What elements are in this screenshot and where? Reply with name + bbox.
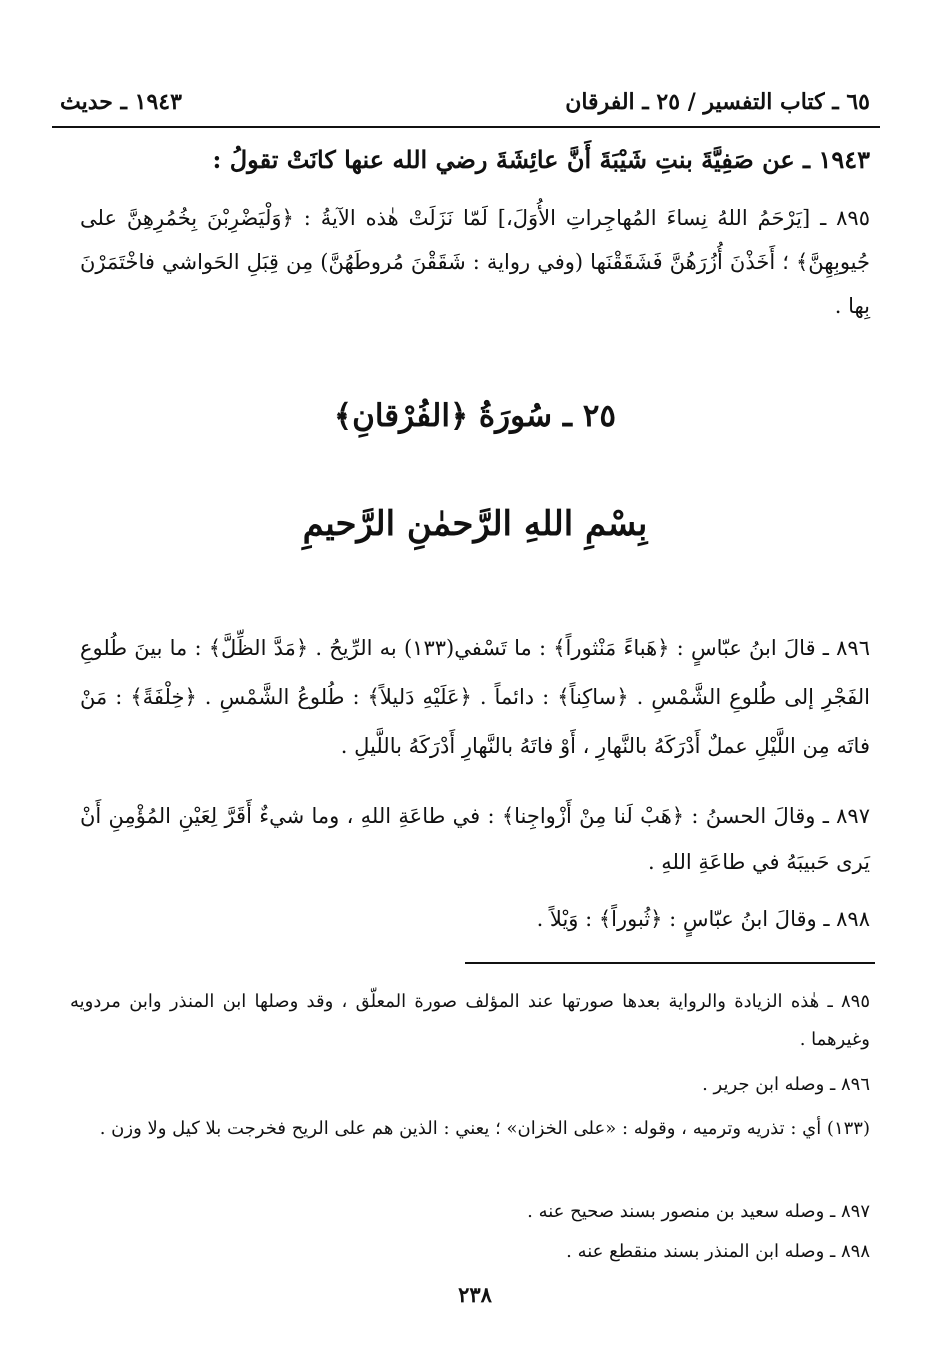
- basmala: بِسْمِ اللهِ الرَّحمٰنِ الرَّحيمِ: [302, 504, 648, 544]
- surah-heading: ٢٥ ـ سُورَةُ ﴿الفُرْقانِ﴾: [333, 398, 617, 434]
- footnote-133: (١٣٣) أي : تذريه وترميه ، وقوله : «على الخزان» ؛ يعني : الذين هم على الريح فخرجت بلا كيل ولا وزن .: [99, 1118, 870, 1139]
- hadith-text: ٨٩٥ ـ [يَرْحَمُ اللهُ نِساءَ المُهاجِراتِ الأُوَلَ،] لَمّا نَزَلَتْ هٰذه الآيةُ : ﴿وَلْيَضْرِبْنَ بِخُمُرِهِنَّ على جُيوبِهِنَّ﴾ ؛ أَخَذْنَ أُزُرَهُنَّ فَشَقَقْنَها (وفي رواية : شَقَقْنَ مُروطَهُنَّ) مِن قِبَلِ الحَواشي فاخْتَمَرْنَ بِها .: [80, 206, 870, 318]
- header-chapter-title: ٦٥ ـ كتاب التفسير / ٢٥ ـ الفرقان: [565, 89, 870, 115]
- header-hadith-number: ١٩٤٣ ـ حديث: [60, 89, 182, 115]
- running-header: [60, 84, 870, 120]
- paragraph-898: ٨٩٨ ـ وقالَ ابنُ عبّاسٍ : ﴿ثُبوراً﴾ : وَيْلاً .: [536, 907, 870, 931]
- footnote-897: ٨٩٧ ـ وصله سعيد بن منصور بسند صحيح عنه .: [527, 1201, 870, 1222]
- footnote-898: ٨٩٨ ـ وصله ابن المنذر بسند منقطع عنه .: [566, 1241, 870, 1262]
- footnote-divider: [465, 962, 875, 964]
- paragraph-897: ٨٩٧ ـ وقالَ الحسنُ : ﴿هَبْ لَنا مِنْ أَزْواجِنا﴾ : في طاعَةِ اللهِ ، وما شيءٌ أَقَرَّ لِعَيْنِ المُؤْمِنِ أَنْ يَرى حَبيبَهُ في طاعَةِ اللهِ .: [80, 804, 870, 874]
- hadith-title: ١٩٤٣ ـ عن صَفِيَّةَ بنتِ شَيْبَةَ أَنَّ عائِشَةَ رضي الله عنها كانَتْ تقولُ :: [212, 145, 870, 174]
- paragraph-896: ٨٩٦ ـ قالَ ابنُ عبّاسٍ : ﴿هَباءً مَنْثوراً﴾ : ما تَسْفي(١٣٣) به الرِّيحُ . ﴿مَدَّ الظِّلَّ﴾ : ما بينَ طُلوعِ الفَجْرِ إلى طُلوعِ الشَّمْسِ . ﴿ساكِناً﴾ : دائماً . ﴿عَلَيْهِ دَليلاً﴾ : طُلوعُ الشَّمْسِ . ﴿خِلْفَةً﴾ : مَنْ فاتَه مِن اللَّيْلِ عملٌ أَدْرَكَهُ بالنَّهارِ ، أَوْ فاتَهُ بالنَّهارِ أَدْرَكَهُ باللَّيلِ .: [80, 636, 870, 758]
- footnote-895: ٨٩٥ ـ هٰذه الزيادة والرواية بعدها صورتها عند المؤلف صورة المعلّق ، وقد وصلها ابن المنذر وابن مردويه وغيرهما .: [70, 991, 870, 1050]
- header-divider: [52, 126, 880, 128]
- page-number: ٢٣٨: [458, 1282, 492, 1307]
- footnote-896: ٨٩٦ ـ وصله ابن جرير .: [702, 1074, 870, 1095]
